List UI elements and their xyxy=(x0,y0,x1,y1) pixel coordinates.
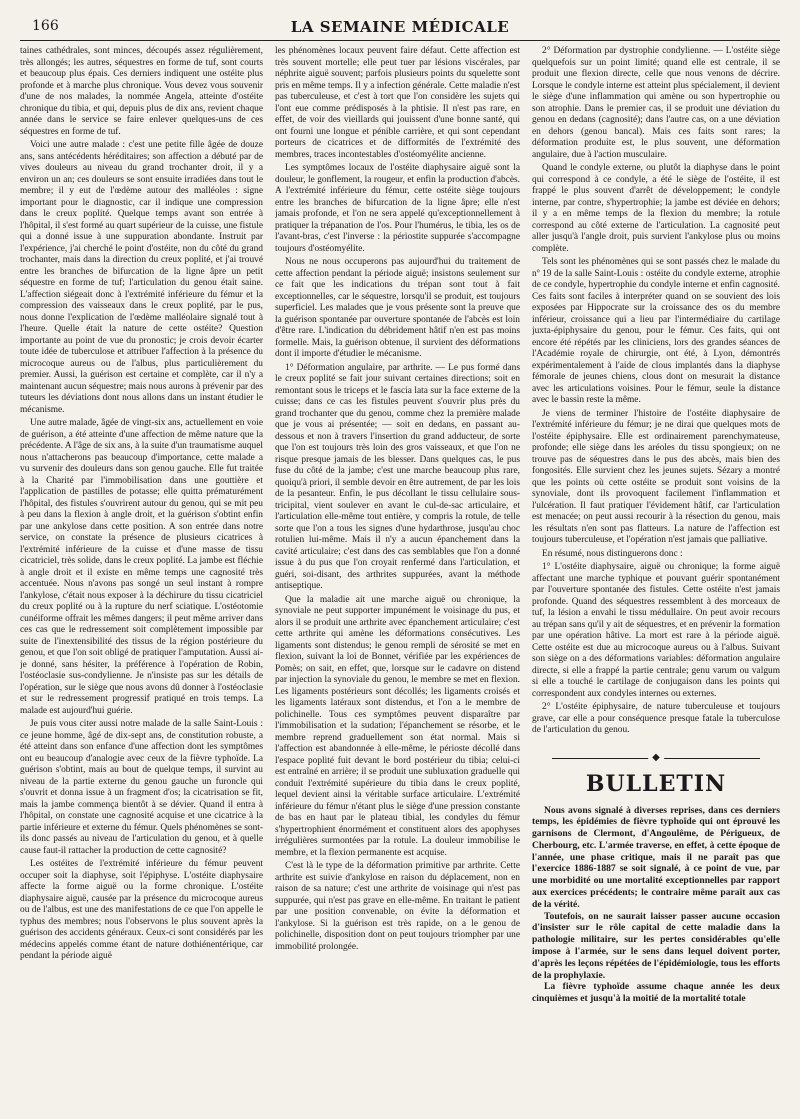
paragraph: Nous ne nous occuperons pas aujourd'hui du traitement de cette affection pendant la période aiguë; insistons seulement sur ce fait que les indications du trépan sont tout à fait exceptionnelles, car le séquestre, lorsqu'il se produit, est toujours superficiel. Les malades que je vous présente sont la preuve que la guérison spontanée par ouverture spontanée de l'abcès est loin d'être rare. L'indication du débridement hâtif n'en est pas moins formelle. Mais, la guérison obtenue, il survient des déformations dont il importe d'étudier le mécanisme. xyxy=(275,257,520,359)
paragraph: En résumé, nous distinguerons donc : xyxy=(542,548,683,559)
paragraph: les phénomènes locaux peuvent faire défaut. Cette affection est très souvent mortelle; elle peut tuer par lésions viscérales, par néphrite aiguë souvent; parfois plusieurs points du squelette sont pris en même temps. Il y a infection générale. Cette maladie n'est pas tuberculeuse, et c'est à tort que l'on considère les sujets qui l'ont eue comme prédisposés à la phtisie. Il n'est pas rare, en effet, de voir des vieillards qui jouissent d'une bonne santé, qui ont fourni une longue et pénible carrière, et qui sont cependant porteurs de cicatrices et de difformités de l'extrémité des membres, traces incontestables d'ostéomyélite ancienne. xyxy=(275,46,520,160)
paragraph: 2° L'ostéite épiphysaire, de nature tuberculeuse et toujours grave, car elle a pour conséquence presque fatale la tuberculose de l'articulation du genou. xyxy=(532,702,780,735)
paragraph: 1° Déformation angulaire, par arthrite. — Le pus formé dans le creux poplité se fait jour suivant certaines directions; soit en remontant sous le triceps et le fascia lata sur la face externe de la cuisse; dans ce cas les fistules peuvent s'ouvrir plus près du grand trochanter que du genou, comme chez la première malade que je vous ai présentée; — soit en dedans, en passant au-dessous et non à travers l'insertion du grand adducteur, de sorte que l'on est toujours très loin des gros vaisseaux, et que l'on ne risque presque jamais de les blesser. Dans quelques cas, le pus fuse du côté de la jambe; c'est une marche beaucoup plus rare, quoiqu'à priori, il semble devoir en être autrement, de par les lois de la pesanteur. Enfin, le pus décollant le tissu cellulaire sous-tricipital, vient soulever en avant le cul-de-sac articulaire, et l'articulation elle-même tout entière, y compris la rotule, de telle sorte que l'on a tous les signes d'une hydarthrose, jusqu'au choc rotulien lui-même. Mais il n'y a aucun épanchement dans la cavité articulaire; c'est dans des cas semblables que l'on a donné issue à du pus que l'on croyait renfermé dans l'articulation, et guéri, soi-disant, des arthrites suppurées, avant la méthode antiseptique. xyxy=(275,362,520,591)
paragraph: taines cathédrales, sont minces, découpés assez régulièrement, très allongés; les autres, séquestres en forme de tuf, sont courts et beaucoup plus épais. Ces derniers indiquent une ostéite plus profonde et à marche plus chronique. Vous devez vous souvenir d'une de nos malades, la nommée Angela, atteinte d'ostéite chronique du tibia, et qui, depuis plus de dix ans, revient chaque année dans le service se faire enlever quelques-uns de ces séquestres en forme de tuf. xyxy=(20,46,263,137)
bulletin-paragraph: La fièvre typhoïde assume chaque année les deux cinquièmes et jusqu'à la moitié de la mortalité totale xyxy=(532,981,780,1005)
journal-page xyxy=(20,16,780,1106)
bulletin-paragraph: Toutefois, on ne saurait laisser passer aucune occasion d'insister sur le rôle capital de cette maladie dans la pathologie militaire, sur les pertes considérables qu'elle impose à l'armée, sur le sens dans lequel doivent porter, d'après les leçons répétées de l'épidémiologie, tous les efforts de la prophylaxie. xyxy=(532,910,780,981)
paragraph: C'est là le type de la déformation primitive par arthrite. Cette arthrite est suivie d'ankylose en raison du déplacement, non en raison de sa nature; c'est une arthrite de voisinage qui n'est pas suppurée, qui n'est pas grave en elle-même. En traitant le patient par une position convenable, on évite la déformation et l'ankylose. Si la guérison est très rapide, on a le genou de polichinelle, disposition dont on peut toujours triompher par une immobilité prolongée. xyxy=(275,861,520,952)
bulletin-section xyxy=(532,805,780,1006)
paragraph: Que la maladie ait une marche aiguë ou chronique, la synoviale ne peut supporter impunément le voisinage du pus, et alors il se produit une arthrite avec épanchement articulaire; c'est cette arthrite qui amène les déformations consécutives. Les ligaments sont distendus; le genou rempli de sérosité se met en flexion, suivant la loi de Bonnet, vérifiée par les expériences de Pomès; on sait, en effet, que, lorsque sur le cadavre on distend par injection la synoviale du genou, le membre se met en flexion. Les ligaments postérieurs sont décollés; les ligaments croisés et les ligaments latéraux sont distendus, et l'on a le membre de polichinelle. Tous ces symptômes peuvent disparaître par l'immobilisation et la sudation; l'épanchement se résorbe, et le membre reprend graduellement son état normal. Mais si l'affection est abandonnée à elle-même, le périoste décollé dans l'espace poplité fuit devant le bord postérieur du tibia; celui-ci est entraîné en arrière; il se produit une subluxation graduelle qui conduit l'extrémité supérieure du tibia dans le creux poplité, lequel devient ainsi la véritable surface articulaire. L'extrémité inférieure du fémur n'étant plus le siège d'une pression constante de bas en haut par le plateau tibial, les condyles du fémur s'hypertrophient énormément et constituent alors des apophyses irrégulières surmontées par la rotule. La douleur immobilise le membre, et la flexion permanente est acquise. xyxy=(275,594,520,858)
column-right xyxy=(532,46,780,1106)
paragraph: Une autre malade, âgée de vingt-six ans, actuellement en voie de guérison, a été atteinte d'une affection de même nature que la précédente. A l'âge de six ans, à la suite d'un traumatisme auquel nous n'attacherons pas beaucoup d'importance, cette malade a vu survenir des douleurs dans son genou gauche. Elle fut traitée à la Charité par l'immobilisation dans une gouttière et l'application de pastilles de potasse; elle quitta prématurément l'hôpital, des fistules s'ouvrirent autour du genou, qui se mit peu à peu dans la flexion à angle droit, et la guérison s'obtint enfin par une ankylose dans cette position. A son entrée dans notre service, on constate la présence de plusieurs cicatrices à l'extrémité inférieure de la cuisse et d'une masse de tissu cicatriciel, très solide, dans le creux poplité. La jambe est fléchie à angle droit et il existe en même temps une cagnosité très accentuée. Nous n'avons pas songé un seul instant à rompre l'ankylose, c'était nous exposer à la déchirure du tissu cicatriciel du creux poplité ou à la rupture du nerf sciatique. L'ostéotomie cunéiforme offrait les mêmes dangers; il peut même arriver dans ces cas que le redressement soit complètement impossible par suite de l'inextensibilité des tissus de la région postérieure du genou, et que l'on soit obligé de pratiquer l'amputation. Aussi ai-je donné, sans hésiter, la préférence à l'opération de Robin, l'ostéoclasie sus-condylienne. Je n'insiste pas sur les détails de l'opération, sur le siège que nous avons dû donner à l'ostéoclasie et sur le redressement progressif pratiqué en trois temps. La malade est aujourd'hui guérie. xyxy=(20,418,263,716)
text-columns xyxy=(20,46,780,1106)
diamond-ornament-icon: ◆ xyxy=(648,753,664,763)
paragraph: Les ostéites de l'extrémité inférieure du fémur peuvent occuper soit la diaphyse, soit l'épiphyse. L'ostéite diaphysaire affecte la forme aiguë ou la forme chronique. L'ostéite diaphysaire aiguë, causée par la présence du microcoque aureus ou de l'albus, est une des manifestations de ce que l'on appelle le typhus des membres; nous l'observons le plus souvent après la guérison des accidents généraux. Ceux-ci sont considérés par les médecins appelés comme étant de nature dothiénentérique, car pendant la période aiguë xyxy=(20,859,263,961)
journal-title: LA SEMAINE MÉDICALE xyxy=(290,18,510,36)
paragraph: Quand le condyle externe, ou plutôt la diaphyse dans le point qui correspond à ce condyle, a été le siège de l'ostéite, il est frappé le plus souvent d'arrêt de développement; le condyle interne, par contre, s'hypertrophie; la jambe est déviée en dehors; il y a en même temps de la flexion du membre; la rotule correspond au côté externe de l'articulation. La cagnosité peut aller jusqu'à l'angle droit, puis survient l'ankylose plus ou moins complète. xyxy=(532,163,780,254)
running-head xyxy=(20,16,780,41)
paragraph: 2° Déformation par dystrophie condylienne. — L'ostéite siège quelquefois sur un point limité; quand elle est centrale, il se produit une flexion directe, celle que nous venons de décrire. Lorsque le condyle interne est atteint plus spécialement, il devient le siège d'une inflammation qui amène ou son hypertrophie ou son atrophie. Dans le premier cas, il se produit une déviation du genou en dedans (cagnosité); dans l'autre cas, on a une déviation en dehors (genou bancal). Mais ces faits sont rares; la déformation produite est, le plus souvent, une déformation angulaire, due à l'action musculaire. xyxy=(532,46,780,160)
paragraph: 1° L'ostéite diaphysaire, aiguë ou chronique; la forme aiguë affectant une marche typhique et pouvant guérir spontanément par l'ouverture spontanée des fistules. Cette ostéite n'est jamais profonde. Quand des séquestres ressemblent à des morceaux de tuf, la lésion a envahi le tissu médullaire. On peut avoir recours au trépan sans qu'il y ait de séquestres, et en prévenir la formation par une opération hâtive. La mort est rare à la période aiguë. Cette ostéite est due au microcoque aureus ou à l'albus. Suivant son siège on a des déformations variables: déformation angulaire directe, si elle a frappé la partie centrale; genu varum ou valgum si elle a touché le cartilage de conjugaison dans les points qui correspondent aux condyles internes ou externes. xyxy=(532,562,780,699)
paragraph: Tels sont les phénomènes qui se sont passés chez le malade du nº 19 de la salle Saint-Louis : ostéite du condyle externe, atrophie de ce condyle, hypertrophie du condyle interne et enfin cagnosité. Ces faits sont faciles à interpréter quand on se souvient des lois exposées par Hippocrate sur la croissance des os du membre inférieur, croissance qui a lieu par l'intermédiaire du cartilage juxta-épiphysaire du genou, pour le fémur. Ces faits, qui ont encore été répétés par les cliniciens, lors des grandes séances de l'Académie royale de chirurgie, ont été, à Lyon, démontrés expérimentalement à l'aide de clous implantés dans la diaphyse fémorale de jeunes chiens, clous dont on mesurait la distance avec les articulations voisines. Pour le fémur, seule la distance avec le bassin reste la même. xyxy=(532,257,780,405)
paragraph: Je puis vous citer aussi notre malade de la salle Saint-Louis : ce jeune homme, âgé de dix-sept ans, de constitution robuste, a été atteint dans son enfance d'une affection dont les symptômes ont eu beaucoup d'analogie avec ceux de la fièvre typhoïde. La guérison s'obtint, mais au bout de quelque temps, il survint au niveau de la partie externe du genou gauche un furoncle qui s'ouvrit et donna issue à un fragment d'os; la cicatrisation se fit, mais la jambe commença bientôt à se dévier. Quand il entra à l'hôpital, on constate une cagnosité acquise et une cicatrice à la partie inférieure et externe du fémur. Quels phénomènes se sont-ils donc passés au niveau de l'articulation du genou, et à quelle cause faut-il rattacher la production de cette cagnosité? xyxy=(20,719,263,856)
column-left xyxy=(20,46,263,1106)
bulletin-paragraph: Nous avons signalé à diverses reprises, dans ces derniers temps, les épidémies de fièvre typhoïde qui ont éprouvé les garnisons de Clermont, d'Angoulême, de Périgueux, de Cherbourg, etc. L'armée traverse, en effet, à cette époque de l'année, une phase critique, mais il ne paraît pas que l'exercice 1886-1887 se soit signalé, à ce point de vue, par une morbidité ou une mortalité exceptionnelles par rapport aux exercices précédents; le contraire même paraît aux cas de la vérité. xyxy=(532,804,780,910)
column-middle xyxy=(275,46,520,1106)
paragraph: Je viens de terminer l'histoire de l'ostéite diaphysaire de l'extrémité inférieure du fémur; je ne dirai que quelques mots de l'ostéite épiphysaire. Elle est ordinairement parenchymateuse, profonde; elle siège dans les aréoles du tissu spongieux; on ne trouve pas de séquestres dans le pus des abcès, mais bien des fongosités. Elle survient chez les jeunes sujets. Sézary a montré que les points où cette ostéite se produit sont voisins de la synoviale, dont ils provoquent facilement l'inflammation et l'ulcération. Il faut pratiquer l'évidement hâtif, car l'articulation est menacée; on peut aussi recourir à la résection du genou, mais les résultats n'en sont pas flatteurs. La nature de l'affection est toujours tuberculeuse, et l'opération n'est jamais que palliative. xyxy=(532,408,780,545)
page-number: 166 xyxy=(32,18,59,34)
paragraph: Les symptômes locaux de l'ostéite diaphysaire aiguë sont la douleur, le gonflement, la rougeur, et enfin la production d'abcès. A l'extrémité inférieure du fémur, cette ostéite siège toujours entre les branches de bifurcation de la ligne âpre; elle n'est jamais profonde, et l'on ne sera appelé qu'exceptionnellement à pratiquer la trépanation de l'os. Pour l'humérus, le tibia, les os de l'avant-bras, c'est l'inverse : la périostite suppurée s'accompagne toujours d'ostéomyélite. xyxy=(275,163,520,254)
section-divider xyxy=(532,753,780,763)
paragraph: Voici une autre malade : c'est une petite fille âgée de douze ans, sans antécédents héréditaires; son affection a débuté par de vives douleurs au niveau du grand trochanter droit, il y a environ un an; ces douleurs se sont ensuite irradiées dans tout le membre; il y eut de l'œdème autour des malléoles : signe important pour le diagnostic, car il indique une compression dans le creux poplité. Quelque temps avant son entrée à l'hôpital, il s'est formé au quart supérieur de la cuisse, une fistule qui a donné issue à une suppuration abondante. Instruit par l'expérience, j'ai cherché le point d'ostéite, non du côté du grand trochanter, mais dans la direction du creux poplité, et j'ai trouvé entre les branches de bifurcation de la ligne âpre un petit séquestre en forme de tuf; l'articulation du genou était saine. L'affection siégeait donc à l'extrémité inférieure du fémur et la compression des vaisseaux dans le creux poplité, par le pus, nous donne l'explication de l'œdème malléolaire signalé tout à l'heure. Quelle était la nature de cette ostéite? Question importante au point de vue du pronostic; je crois devoir écarter toute idée de tuberculose et attribuer l'affection à la présence du microcoque aureus ou de l'albus, plus particulièrement du premier. Aussi, la guérison est certaine et complète, car il n'y a maintenant aucun séquestre; mais nous aurons à prévenir par des tuteurs les déviations dont nous allons dans un instant étudier le mécanisme. xyxy=(20,140,263,415)
bulletin-heading: BULLETIN xyxy=(585,770,727,797)
